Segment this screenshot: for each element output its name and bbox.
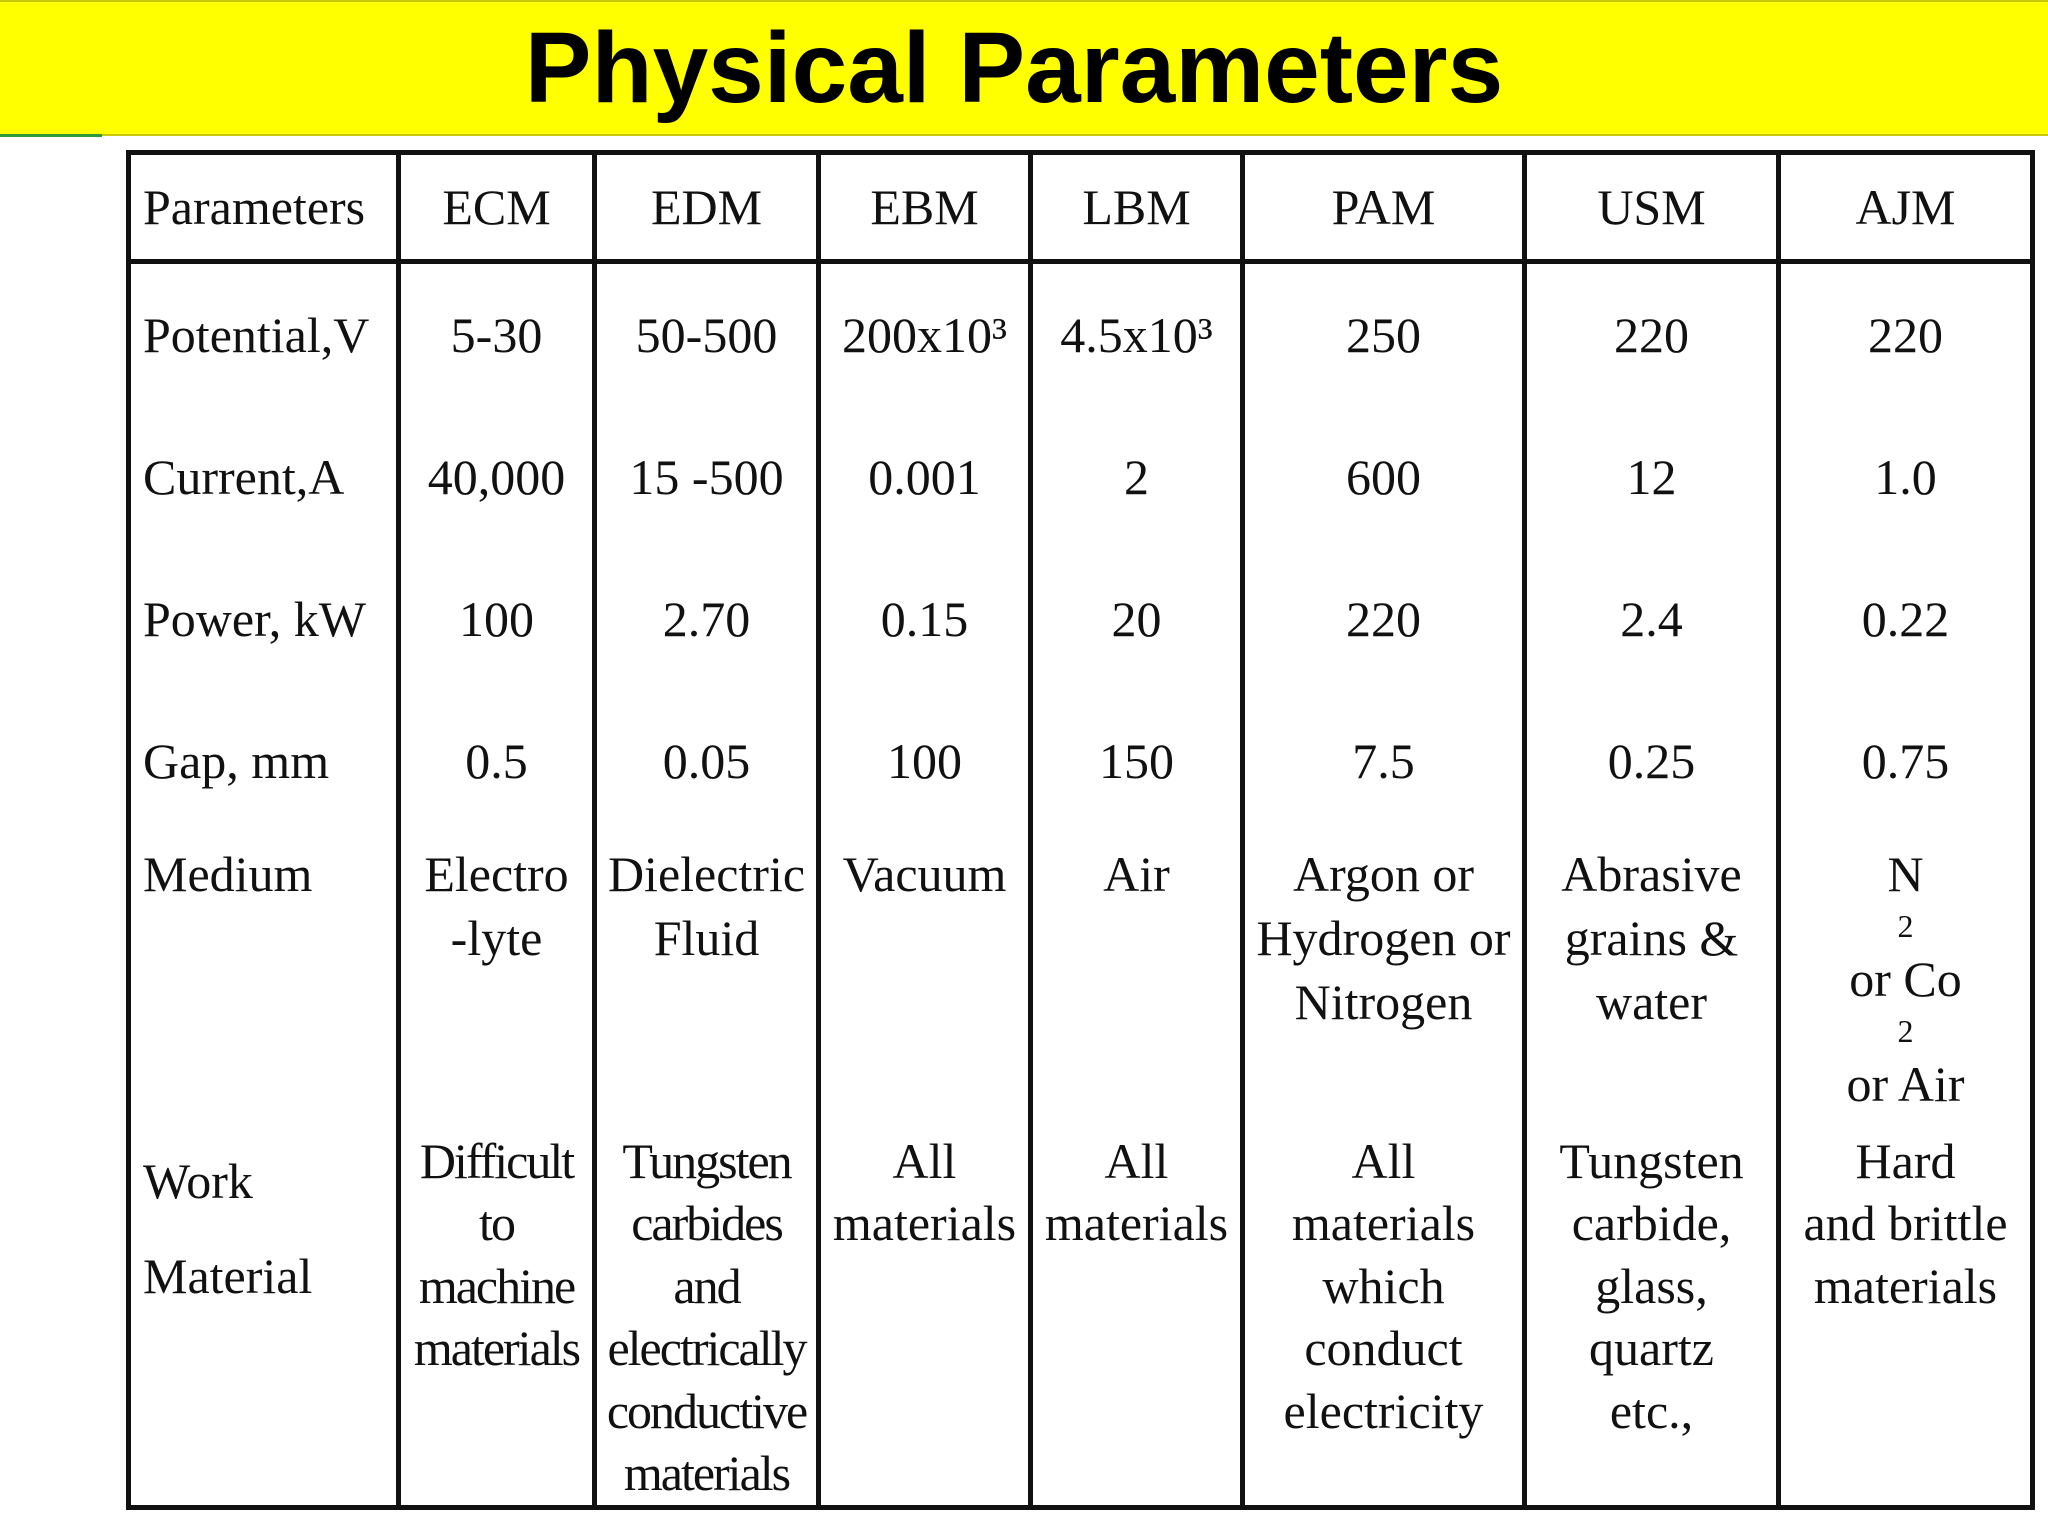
table-row-work-material	[129, 1116, 2033, 1508]
cell-usm: 0.25	[1525, 690, 1779, 832]
table-row-gap	[129, 690, 2033, 832]
header-parameters: Parameters	[129, 153, 399, 262]
cell-line: All	[892, 1132, 957, 1189]
cell-line: materials	[1813, 1257, 1998, 1314]
cell-ecm	[399, 832, 595, 1116]
cell-edm: 50-500	[595, 262, 819, 407]
page-title: Physical Parameters	[524, 12, 1504, 124]
formula-co: or Co	[1849, 950, 1962, 1007]
cell-ebm	[819, 1116, 1031, 1508]
row-label: Medium	[129, 832, 399, 1116]
cell-usm	[1525, 832, 1779, 1116]
corner-accent-line	[0, 134, 102, 137]
cell-line: conductive	[606, 1382, 807, 1439]
cell-ajm	[1779, 1116, 2033, 1508]
cell-line: quartz	[1589, 1320, 1714, 1377]
row-label: Current,A	[129, 406, 399, 548]
cell-pam	[1243, 832, 1525, 1116]
cell-pam: 7.5	[1243, 690, 1525, 832]
cell-usm: 12	[1525, 406, 1779, 548]
cell-line: materials	[1044, 1195, 1229, 1252]
cell-line: grains &	[1564, 910, 1739, 966]
header-pam: PAM	[1243, 153, 1525, 262]
cell-line: carbides	[631, 1195, 782, 1252]
cell-ecm: 0.5	[399, 690, 595, 832]
cell-ebm: 100	[819, 690, 1031, 832]
cell-lbm: 4.5x10³	[1031, 262, 1243, 407]
cell-usm: 2.4	[1525, 548, 1779, 690]
subscript: 2	[1897, 908, 1914, 944]
cell-line: or Air	[1846, 1055, 1965, 1112]
cell-ajm: 1.0	[1779, 406, 2033, 548]
cell-line: water	[1595, 974, 1708, 1030]
cell-line: and	[673, 1257, 740, 1314]
header-ebm: EBM	[819, 153, 1031, 262]
cell-line: Nitrogen	[1294, 974, 1473, 1030]
cell-line: Tungsten	[622, 1132, 791, 1189]
physical-parameters-table	[126, 150, 2035, 1510]
header-lbm: LBM	[1031, 153, 1243, 262]
cell-pam: 250	[1243, 262, 1525, 407]
cell-ebm: 200x10³	[819, 262, 1031, 407]
label-line: Material	[143, 1248, 313, 1305]
cell-line: electricity	[1283, 1382, 1484, 1439]
cell-line: Difficult	[419, 1132, 574, 1189]
cell-line: materials	[623, 1445, 790, 1502]
cell-lbm	[1031, 1116, 1243, 1508]
cell-line: glass,	[1595, 1257, 1708, 1314]
cell-pam: 600	[1243, 406, 1525, 548]
header-edm: EDM	[595, 153, 819, 262]
cell-edm: 0.05	[595, 690, 819, 832]
cell-edm	[595, 1116, 819, 1508]
header-ecm: ECM	[399, 153, 595, 262]
cell-line: conduct	[1304, 1320, 1463, 1377]
cell-usm: 220	[1525, 262, 1779, 407]
cell-line: Dielectric	[607, 846, 806, 902]
table-header-row	[129, 153, 2033, 262]
cell-line: Hard	[1855, 1132, 1956, 1189]
cell-line: Fluid	[653, 910, 760, 966]
header-ajm: AJM	[1779, 153, 2033, 262]
cell-line: machine	[418, 1257, 575, 1314]
formula-n: N	[1887, 846, 1924, 902]
cell-usm	[1525, 1116, 1779, 1508]
label-line: Work	[143, 1152, 253, 1209]
cell-ecm: 5-30	[399, 262, 595, 407]
cell-ajm	[1779, 832, 2033, 1116]
cell-line: Argon or	[1292, 846, 1474, 902]
cell-lbm: 20	[1031, 548, 1243, 690]
cell-ajm: 220	[1779, 262, 2033, 407]
cell-line: electrically	[607, 1320, 806, 1377]
cell-line: and brittle	[1803, 1195, 2008, 1252]
cell-ajm: 0.75	[1779, 690, 2033, 832]
table-row-current	[129, 406, 2033, 548]
cell-line: Electro	[424, 846, 569, 902]
cell-line: Tungsten	[1559, 1132, 1744, 1189]
cell-ebm: Vacuum	[819, 832, 1031, 1116]
cell-line: Hydrogen or	[1256, 910, 1511, 966]
cell-ebm: 0.15	[819, 548, 1031, 690]
table-row-potential	[129, 262, 2033, 407]
cell-ecm: 100	[399, 548, 595, 690]
cell-lbm: Air	[1031, 832, 1243, 1116]
cell-line: etc.,	[1609, 1382, 1694, 1439]
cell-lbm: 2	[1031, 406, 1243, 548]
cell-line: Abrasive	[1561, 846, 1742, 902]
cell-line	[1781, 842, 2030, 1052]
cell-line: to	[479, 1195, 514, 1252]
subscript: 2	[1897, 1012, 1914, 1049]
cell-ajm: 0.22	[1779, 548, 2033, 690]
cell-edm: 2.70	[595, 548, 819, 690]
row-label	[129, 1116, 399, 1508]
cell-line: materials	[832, 1195, 1017, 1252]
cell-line: materials	[1291, 1195, 1476, 1252]
cell-line: materials	[413, 1320, 580, 1377]
cell-line: -lyte	[450, 910, 543, 966]
cell-line: which	[1322, 1257, 1445, 1314]
cell-lbm: 150	[1031, 690, 1243, 832]
cell-pam: 220	[1243, 548, 1525, 690]
cell-edm	[595, 832, 819, 1116]
row-label: Gap, mm	[129, 690, 399, 832]
table-row-medium	[129, 832, 2033, 1116]
table-row-power	[129, 548, 2033, 690]
cell-line: All	[1104, 1132, 1169, 1189]
header-usm: USM	[1525, 153, 1779, 262]
cell-ecm	[399, 1116, 595, 1508]
cell-edm: 15 -500	[595, 406, 819, 548]
cell-line: carbide,	[1571, 1195, 1732, 1252]
cell-line: All	[1351, 1132, 1416, 1189]
cell-pam	[1243, 1116, 1525, 1508]
cell-ecm: 40,000	[399, 406, 595, 548]
row-label: Potential,V	[129, 262, 399, 407]
row-label: Power, kW	[129, 548, 399, 690]
cell-ebm: 0.001	[819, 406, 1031, 548]
